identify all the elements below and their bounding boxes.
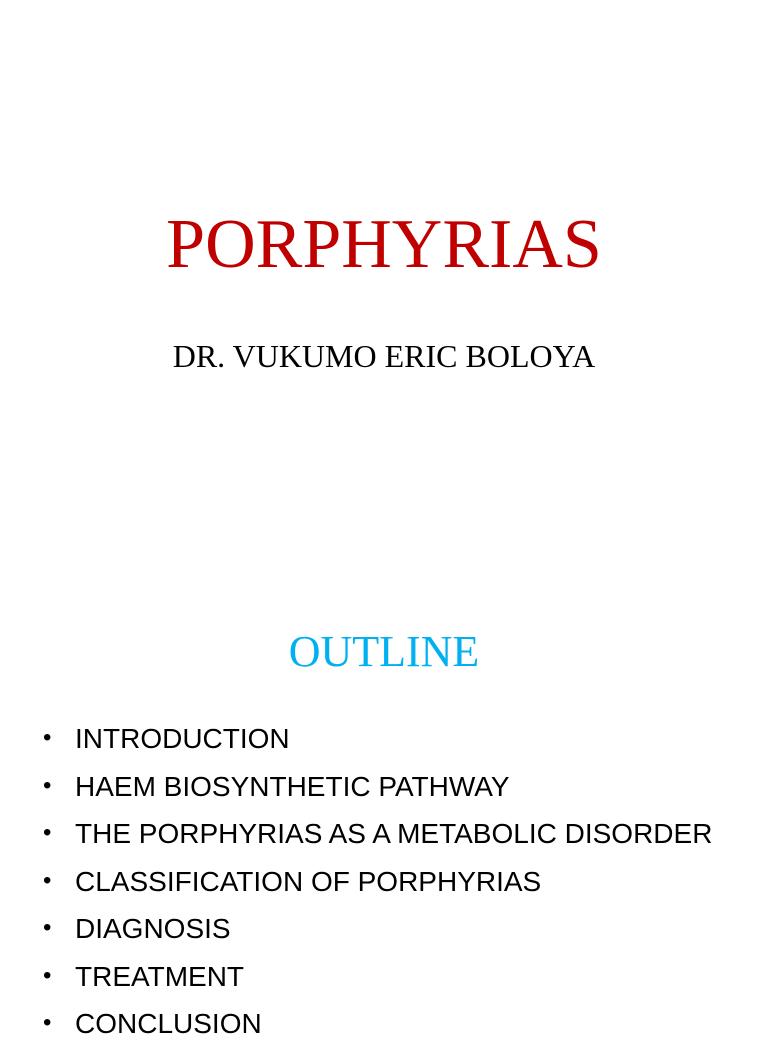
outline-item-label: TREATMENT: [75, 960, 245, 992]
bullet-icon: •: [43, 866, 52, 894]
outline-item: [40, 715, 712, 763]
presentation-title: PORPHYRIAS: [166, 206, 602, 283]
bullet-icon: •: [43, 1009, 52, 1036]
outline-list: [40, 715, 712, 1048]
outline-item: [40, 905, 712, 953]
outline-item: [40, 953, 712, 1001]
outline-item-label: INTRODUCTION: [75, 723, 290, 754]
bullet-icon: •: [43, 961, 52, 989]
outline-item-label: THE PORPHYRIAS AS A METABOLIC DISORDER: [75, 818, 713, 849]
outline-item-label: CONCLUSION: [75, 1008, 262, 1039]
outline-slide: [0, 560, 768, 1039]
outline-item-label: DIAGNOSIS: [75, 913, 231, 944]
outline-item-label: HAEM BIOSYNTHETIC PATHWAY: [75, 770, 510, 802]
author-name: DR. VUKUMO ERIC BOLOYA: [172, 338, 596, 374]
bullet-icon: •: [43, 914, 52, 941]
outline-item: [40, 810, 712, 858]
bullet-icon: •: [43, 819, 52, 846]
outline-item: [40, 763, 712, 811]
outline-item: [40, 858, 712, 906]
outline-heading: OUTLINE: [288, 627, 480, 676]
bullet-icon: •: [43, 771, 52, 799]
outline-item-label: CLASSIFICATION OF PORPHYRIAS: [75, 865, 542, 897]
bullet-icon: •: [43, 724, 52, 751]
